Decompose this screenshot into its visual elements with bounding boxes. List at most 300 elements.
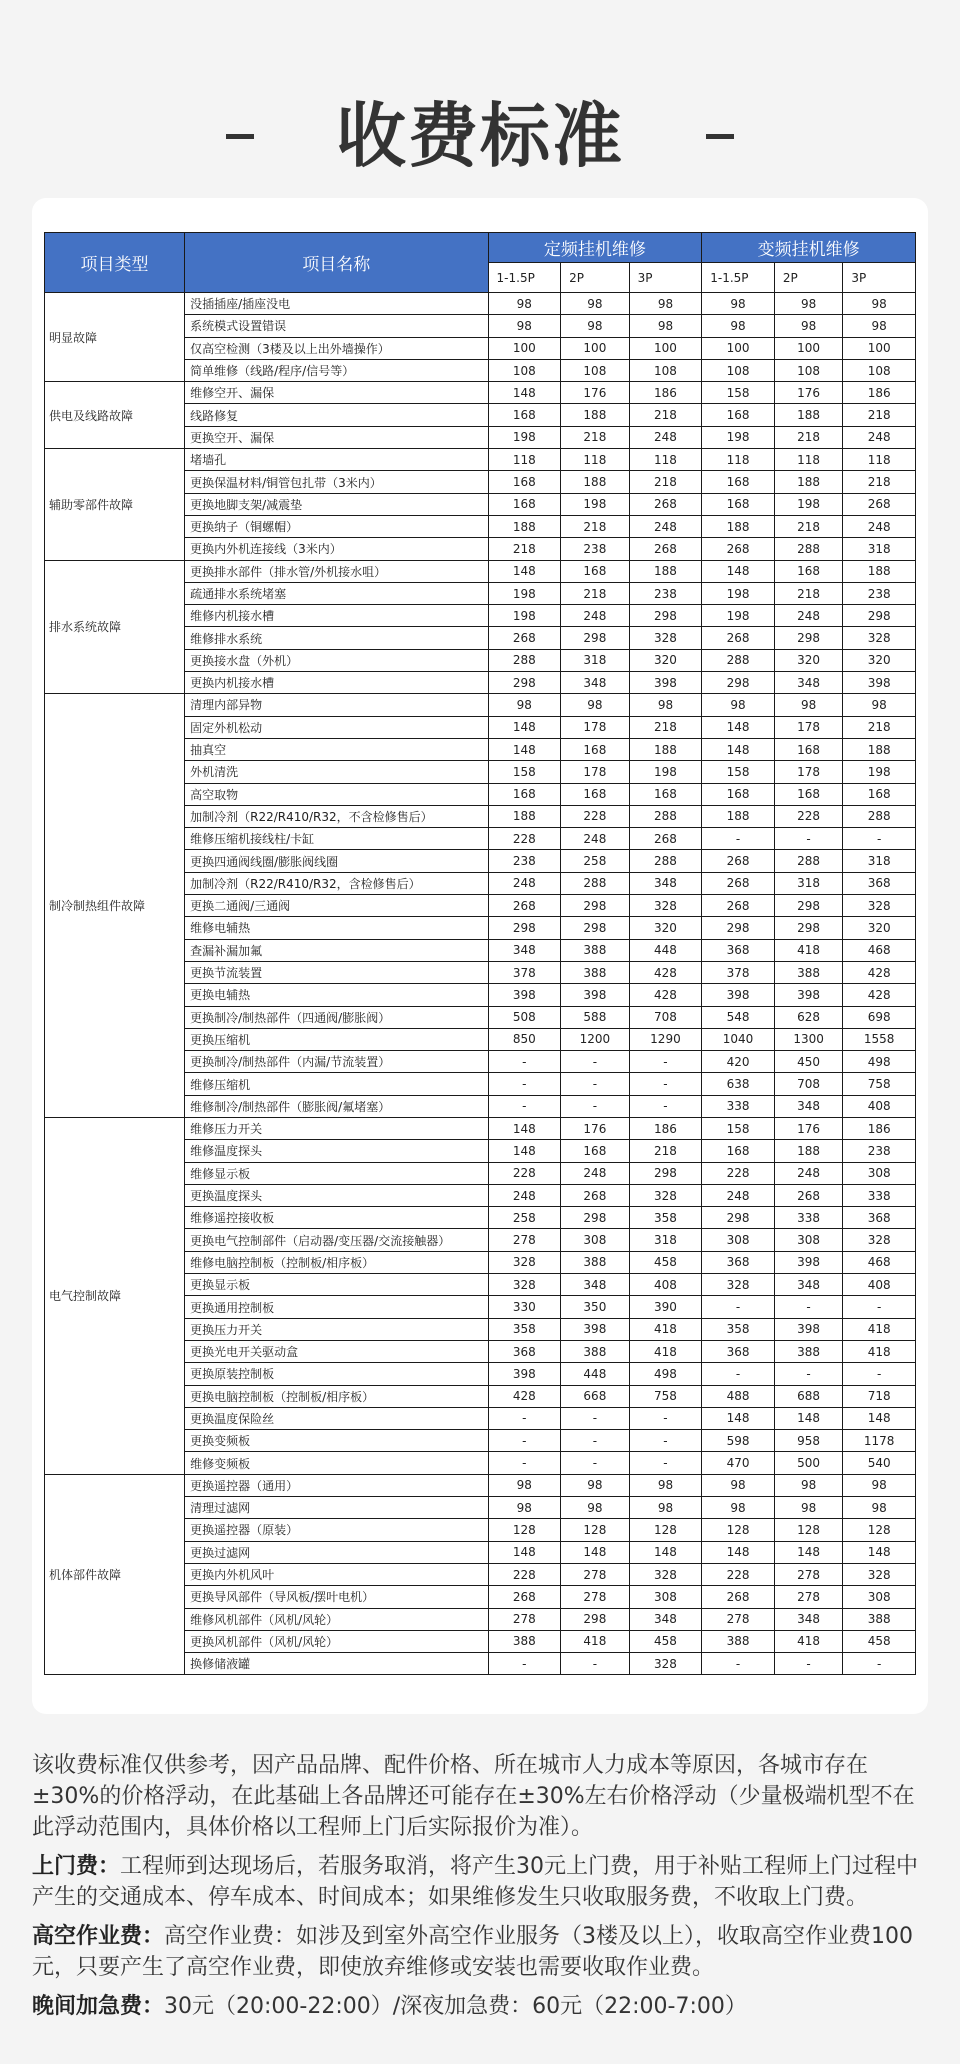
price-cell: 298 — [629, 1162, 702, 1184]
price-cell: 98 — [488, 1497, 561, 1519]
price-cell: 288 — [488, 649, 561, 671]
price-cell: 186 — [843, 382, 916, 404]
price-cell: 268 — [488, 1586, 561, 1608]
price-cell: 320 — [774, 649, 843, 671]
item-name-cell: 更换压缩机 — [185, 1028, 488, 1050]
price-cell: 168 — [629, 783, 702, 805]
price-cell: 100 — [774, 337, 843, 359]
item-name-cell: 更换原装控制板 — [185, 1363, 488, 1385]
price-cell: - — [488, 1452, 561, 1474]
header-fixed-group: 定频挂机维修 — [488, 233, 702, 263]
price-cell: 268 — [629, 828, 702, 850]
item-name-cell: 维修遥控接收板 — [185, 1207, 488, 1229]
price-cell: 158 — [702, 1117, 775, 1139]
price-cell: 318 — [843, 538, 916, 560]
price-cell: 98 — [843, 315, 916, 337]
price-cell: 288 — [774, 538, 843, 560]
category-cell: 辅助零部件故障 — [45, 449, 185, 560]
price-cell: 418 — [774, 1630, 843, 1652]
price-cell: - — [561, 1653, 630, 1675]
price-cell: 328 — [629, 1563, 702, 1585]
price-cell: 98 — [702, 694, 775, 716]
price-cell: 328 — [843, 1229, 916, 1251]
price-cell: 278 — [561, 1586, 630, 1608]
header-size: 1-1.5P — [488, 263, 561, 293]
price-cell: 248 — [561, 605, 630, 627]
price-cell: 248 — [702, 1184, 775, 1206]
price-cell: 98 — [561, 1474, 630, 1496]
price-cell: 1558 — [843, 1028, 916, 1050]
price-cell: - — [702, 828, 775, 850]
price-cell: 218 — [843, 404, 916, 426]
item-name-cell: 更换地脚支架/减震垫 — [185, 493, 488, 515]
price-cell: 218 — [561, 515, 630, 537]
price-cell: 98 — [488, 293, 561, 315]
price-cell: 98 — [774, 293, 843, 315]
price-cell: 588 — [561, 1006, 630, 1028]
item-name-cell: 清理过滤网 — [185, 1497, 488, 1519]
price-cell: 328 — [629, 1653, 702, 1675]
price-cell: 268 — [488, 627, 561, 649]
price-cell: 288 — [774, 850, 843, 872]
price-cell: 188 — [774, 404, 843, 426]
price-cell: 118 — [774, 449, 843, 471]
item-name-cell: 加制冷剂（R22/R410/R32，含检修售后） — [185, 872, 488, 894]
price-cell: 320 — [629, 649, 702, 671]
item-name-cell: 更换遥控器（通用） — [185, 1474, 488, 1496]
table-row — [45, 1474, 916, 1496]
notes-section — [32, 1750, 932, 2030]
price-cell: 388 — [774, 961, 843, 983]
item-name-cell: 更换显示板 — [185, 1274, 488, 1296]
price-cell: 168 — [561, 560, 630, 582]
price-cell: 108 — [629, 359, 702, 381]
price-cell: 228 — [774, 805, 843, 827]
price-cell: 418 — [843, 1340, 916, 1362]
price-cell: 228 — [488, 828, 561, 850]
price-cell: 98 — [774, 694, 843, 716]
price-cell: 108 — [774, 359, 843, 381]
item-name-cell: 维修空开、漏保 — [185, 382, 488, 404]
price-cell: - — [561, 1095, 630, 1117]
price-cell: - — [702, 1296, 775, 1318]
price-cell: 128 — [702, 1519, 775, 1541]
price-cell: 268 — [561, 1184, 630, 1206]
item-name-cell: 更换内外机连接线（3米内） — [185, 538, 488, 560]
price-cell: 188 — [629, 738, 702, 760]
price-cell: 278 — [561, 1563, 630, 1585]
category-cell: 电气控制故障 — [45, 1117, 185, 1474]
price-cell: 718 — [843, 1385, 916, 1407]
price-cell: 288 — [843, 805, 916, 827]
price-cell: 218 — [561, 426, 630, 448]
price-cell: 268 — [774, 1184, 843, 1206]
header-row-groups — [45, 233, 916, 263]
price-cell: - — [561, 1430, 630, 1452]
price-cell: 408 — [629, 1274, 702, 1296]
price-cell: 198 — [488, 582, 561, 604]
price-cell: 298 — [774, 627, 843, 649]
price-cell: 248 — [629, 515, 702, 537]
price-cell: 318 — [774, 872, 843, 894]
price-cell: 278 — [488, 1229, 561, 1251]
item-name-cell: 维修压缩机 — [185, 1073, 488, 1095]
price-cell: 268 — [702, 1586, 775, 1608]
price-cell: 128 — [843, 1519, 916, 1541]
category-cell: 机体部件故障 — [45, 1474, 185, 1675]
price-cell: 148 — [488, 716, 561, 738]
price-cell: - — [488, 1430, 561, 1452]
price-cell: - — [488, 1653, 561, 1675]
price-cell: 118 — [843, 449, 916, 471]
header-inverter-group: 变频挂机维修 — [702, 233, 916, 263]
price-cell: 398 — [561, 984, 630, 1006]
item-name-cell: 更换通用控制板 — [185, 1296, 488, 1318]
price-cell: 468 — [843, 1251, 916, 1273]
price-cell: 368 — [702, 1251, 775, 1273]
price-cell: 100 — [561, 337, 630, 359]
price-cell: 278 — [488, 1608, 561, 1630]
item-name-cell: 更换排水部件（排水管/外机接水咀） — [185, 560, 488, 582]
item-name-cell: 清理内部异物 — [185, 694, 488, 716]
price-cell: 98 — [629, 1497, 702, 1519]
price-cell: 500 — [774, 1452, 843, 1474]
price-cell: 1178 — [843, 1430, 916, 1452]
item-name-cell: 维修显示板 — [185, 1162, 488, 1184]
price-cell: 390 — [629, 1296, 702, 1318]
price-cell: 168 — [774, 783, 843, 805]
price-cell: 98 — [843, 1497, 916, 1519]
price-cell: 128 — [561, 1519, 630, 1541]
price-cell: 178 — [561, 761, 630, 783]
price-cell: 418 — [774, 939, 843, 961]
item-name-cell: 更换电气控制部件（启动器/变压器/交流接触器） — [185, 1229, 488, 1251]
price-cell: 248 — [561, 828, 630, 850]
price-cell: 348 — [561, 672, 630, 694]
price-cell: 628 — [774, 1006, 843, 1028]
price-cell: 388 — [843, 1608, 916, 1630]
price-cell: 248 — [843, 426, 916, 448]
item-name-cell: 维修压缩机接线柱/卡缸 — [185, 828, 488, 850]
price-cell: 698 — [843, 1006, 916, 1028]
price-cell: 118 — [561, 449, 630, 471]
price-cell: 168 — [488, 783, 561, 805]
price-cell: 318 — [843, 850, 916, 872]
price-cell: 388 — [561, 961, 630, 983]
price-cell: 248 — [488, 1184, 561, 1206]
table-row — [45, 293, 916, 315]
price-cell: 268 — [629, 493, 702, 515]
price-cell: 148 — [488, 382, 561, 404]
item-name-cell: 维修内机接水槽 — [185, 605, 488, 627]
item-name-cell: 更换纳子（铜螺帽） — [185, 515, 488, 537]
price-cell: 398 — [629, 672, 702, 694]
price-cell: 100 — [702, 337, 775, 359]
price-cell: 398 — [561, 1318, 630, 1340]
page-header — [0, 86, 960, 186]
item-name-cell: 维修压力开关 — [185, 1117, 488, 1139]
price-cell: 98 — [702, 293, 775, 315]
height-fee-label: 高空作业费： — [32, 1924, 165, 1949]
item-name-cell: 高空取物 — [185, 783, 488, 805]
price-cell: 128 — [629, 1519, 702, 1541]
price-cell: 248 — [774, 1162, 843, 1184]
height-fee-note — [32, 1921, 932, 1983]
price-cell: 278 — [702, 1608, 775, 1630]
price-cell: 98 — [488, 315, 561, 337]
item-name-cell: 抽真空 — [185, 738, 488, 760]
price-cell: 378 — [488, 961, 561, 983]
price-cell: 298 — [774, 917, 843, 939]
price-cell: 98 — [629, 293, 702, 315]
item-name-cell: 更换变频板 — [185, 1430, 488, 1452]
price-cell: - — [774, 828, 843, 850]
price-cell: 218 — [774, 515, 843, 537]
price-cell: 218 — [843, 471, 916, 493]
price-cell: - — [702, 1363, 775, 1385]
price-cell: 328 — [629, 627, 702, 649]
header-size: 3P — [843, 263, 916, 293]
price-cell: 308 — [774, 1229, 843, 1251]
price-cell: 228 — [702, 1162, 775, 1184]
price-cell: 218 — [629, 716, 702, 738]
price-cell: 328 — [488, 1251, 561, 1273]
price-cell: 178 — [561, 716, 630, 738]
height-fee-text: 高空作业费：如涉及到室外高空作业服务（3楼及以上），收取高空作业费100元，只要产生了高空作业费，即使放弃维修或安装也需要收取作业费。 — [32, 1924, 914, 1980]
price-cell: 308 — [702, 1229, 775, 1251]
price-cell: 148 — [488, 1117, 561, 1139]
price-cell: 298 — [561, 895, 630, 917]
price-cell: 398 — [488, 984, 561, 1006]
price-cell: 398 — [774, 984, 843, 1006]
price-cell: 198 — [629, 761, 702, 783]
item-name-cell: 更换保温材料/铜管包扎带（3米内） — [185, 471, 488, 493]
item-name-cell: 维修温度探头 — [185, 1140, 488, 1162]
price-cell: 328 — [629, 1184, 702, 1206]
price-cell: 758 — [843, 1073, 916, 1095]
price-cell: 308 — [629, 1586, 702, 1608]
price-cell: - — [843, 1653, 916, 1675]
item-name-cell: 更换电脑控制板（控制板/相序板） — [185, 1385, 488, 1407]
price-cell: 358 — [702, 1318, 775, 1340]
price-cell: 298 — [561, 917, 630, 939]
price-cell: - — [561, 1073, 630, 1095]
price-cell: 248 — [488, 872, 561, 894]
price-cell: 298 — [629, 605, 702, 627]
item-name-cell: 更换遥控器（原装） — [185, 1519, 488, 1541]
item-name-cell: 外机清洗 — [185, 761, 488, 783]
price-cell: 328 — [702, 1274, 775, 1296]
price-cell: - — [629, 1430, 702, 1452]
header-size: 2P — [561, 263, 630, 293]
price-cell: 188 — [702, 515, 775, 537]
price-cell: 228 — [488, 1563, 561, 1585]
item-name-cell: 更换空开、漏保 — [185, 426, 488, 448]
item-name-cell: 疏通排水系统堵塞 — [185, 582, 488, 604]
price-cell: 188 — [561, 471, 630, 493]
price-cell: 158 — [702, 761, 775, 783]
price-cell: 228 — [702, 1563, 775, 1585]
price-cell: 98 — [488, 1474, 561, 1496]
price-cell: - — [561, 1051, 630, 1073]
price-cell: 328 — [843, 1563, 916, 1585]
price-cell: 188 — [843, 738, 916, 760]
price-cell: 298 — [561, 627, 630, 649]
price-cell: 338 — [843, 1184, 916, 1206]
price-cell: 288 — [629, 805, 702, 827]
item-name-cell: 更换制冷/制热部件（四通阀/膨胀阀） — [185, 1006, 488, 1028]
price-cell: 1290 — [629, 1028, 702, 1050]
price-cell: 98 — [774, 1497, 843, 1519]
table-row — [45, 694, 916, 716]
price-cell: 298 — [488, 917, 561, 939]
price-cell: 348 — [774, 1608, 843, 1630]
price-cell: 188 — [488, 805, 561, 827]
price-cell: 320 — [843, 917, 916, 939]
price-cell: 198 — [843, 761, 916, 783]
price-cell: 958 — [774, 1430, 843, 1452]
price-cell: 258 — [561, 850, 630, 872]
table-row — [45, 449, 916, 471]
price-cell: 428 — [488, 1385, 561, 1407]
item-name-cell: 更换导风部件（导风板/摆叶电机） — [185, 1586, 488, 1608]
price-cell: 368 — [843, 872, 916, 894]
header-name: 项目名称 — [185, 233, 488, 293]
price-cell: 100 — [843, 337, 916, 359]
category-cell: 排水系统故障 — [45, 560, 185, 694]
price-cell: 98 — [629, 1474, 702, 1496]
price-cell: 408 — [843, 1274, 916, 1296]
price-cell: 148 — [488, 1140, 561, 1162]
price-cell: 350 — [561, 1296, 630, 1318]
price-cell: 298 — [774, 895, 843, 917]
price-cell: 298 — [561, 1608, 630, 1630]
price-cell: - — [774, 1653, 843, 1675]
price-cell: 320 — [629, 917, 702, 939]
price-cell: 328 — [629, 895, 702, 917]
price-cell: - — [488, 1095, 561, 1117]
price-cell: 148 — [629, 1541, 702, 1563]
price-cell: 198 — [702, 426, 775, 448]
price-cell: 186 — [629, 382, 702, 404]
night-fee-text: 30元（20:00-22:00）/深夜加急费：60元（22:00-7:00） — [164, 1994, 747, 2019]
item-name-cell: 维修变频板 — [185, 1452, 488, 1474]
price-cell: 368 — [702, 1340, 775, 1362]
price-cell: 168 — [561, 1140, 630, 1162]
header-type: 项目类型 — [45, 233, 185, 293]
price-cell: 198 — [702, 605, 775, 627]
price-cell: 688 — [774, 1385, 843, 1407]
price-cell: 598 — [702, 1430, 775, 1452]
price-cell: 148 — [843, 1407, 916, 1429]
price-cell: 228 — [488, 1162, 561, 1184]
price-cell: 348 — [629, 872, 702, 894]
price-cell: 228 — [561, 805, 630, 827]
price-cell: 348 — [774, 1274, 843, 1296]
price-cell: 168 — [702, 1140, 775, 1162]
price-cell: 428 — [843, 961, 916, 983]
price-cell: 298 — [488, 672, 561, 694]
price-cell: 198 — [774, 493, 843, 515]
price-cell: 470 — [702, 1452, 775, 1474]
price-cell: 408 — [843, 1095, 916, 1117]
price-cell: 98 — [702, 315, 775, 337]
price-cell: 420 — [702, 1051, 775, 1073]
price-cell: 248 — [561, 1162, 630, 1184]
price-cell: 418 — [629, 1318, 702, 1340]
price-cell: 288 — [702, 649, 775, 671]
price-cell: - — [561, 1452, 630, 1474]
item-name-cell: 更换风机部件（风机/风轮） — [185, 1630, 488, 1652]
price-cell: 348 — [774, 1095, 843, 1117]
price-cell: 148 — [702, 738, 775, 760]
price-cell: 328 — [843, 627, 916, 649]
price-cell: 218 — [843, 716, 916, 738]
price-cell: 158 — [702, 382, 775, 404]
price-cell: - — [843, 828, 916, 850]
price-cell: 268 — [702, 627, 775, 649]
price-cell: 388 — [488, 1630, 561, 1652]
price-cell: 168 — [561, 738, 630, 760]
price-cell: 168 — [561, 783, 630, 805]
item-name-cell: 维修电辅热 — [185, 917, 488, 939]
price-cell: 218 — [774, 582, 843, 604]
price-cell: 148 — [843, 1541, 916, 1563]
price-cell: 188 — [488, 515, 561, 537]
price-cell: 168 — [702, 471, 775, 493]
price-cell: 98 — [561, 293, 630, 315]
price-cell: 358 — [629, 1207, 702, 1229]
price-table — [44, 232, 916, 1675]
price-cell: 268 — [843, 493, 916, 515]
price-cell: 168 — [702, 783, 775, 805]
price-cell: 178 — [774, 716, 843, 738]
price-cell: 448 — [629, 939, 702, 961]
visit-fee-label: 上门费： — [32, 1854, 121, 1879]
price-cell: 450 — [774, 1051, 843, 1073]
price-cell: 318 — [561, 649, 630, 671]
price-cell: 168 — [488, 471, 561, 493]
item-name-cell: 查漏补漏加氟 — [185, 939, 488, 961]
header-size: 2P — [774, 263, 843, 293]
price-cell: 148 — [774, 1407, 843, 1429]
item-name-cell: 维修电脑控制板（控制板/相序板） — [185, 1251, 488, 1273]
price-cell: 268 — [702, 895, 775, 917]
price-cell: 98 — [702, 1474, 775, 1496]
price-cell: 168 — [702, 493, 775, 515]
price-cell: 298 — [843, 605, 916, 627]
price-cell: 508 — [488, 1006, 561, 1028]
price-cell: 298 — [561, 1207, 630, 1229]
price-cell: 188 — [561, 404, 630, 426]
price-cell: 268 — [702, 850, 775, 872]
price-cell: 98 — [702, 1497, 775, 1519]
visit-fee-text: 工程师到达现场后，若服务取消，将产生30元上门费，用于补贴工程师上门过程中产生的交通成本、停车成本、时间成本；如果维修发生只收取服务费，不收取上门费。 — [32, 1854, 919, 1910]
price-cell: 338 — [774, 1207, 843, 1229]
item-name-cell: 更换光电开关驱动盒 — [185, 1340, 488, 1362]
price-cell: 108 — [488, 359, 561, 381]
price-cell: 308 — [843, 1586, 916, 1608]
price-cell: 540 — [843, 1452, 916, 1474]
item-name-cell: 更换温度保险丝 — [185, 1407, 488, 1429]
price-cell: 176 — [774, 1117, 843, 1139]
item-name-cell: 固定外机松动 — [185, 716, 488, 738]
price-cell: 158 — [488, 761, 561, 783]
price-cell: - — [488, 1051, 561, 1073]
price-cell: 378 — [702, 961, 775, 983]
price-cell: 148 — [702, 560, 775, 582]
price-cell: 128 — [774, 1519, 843, 1541]
